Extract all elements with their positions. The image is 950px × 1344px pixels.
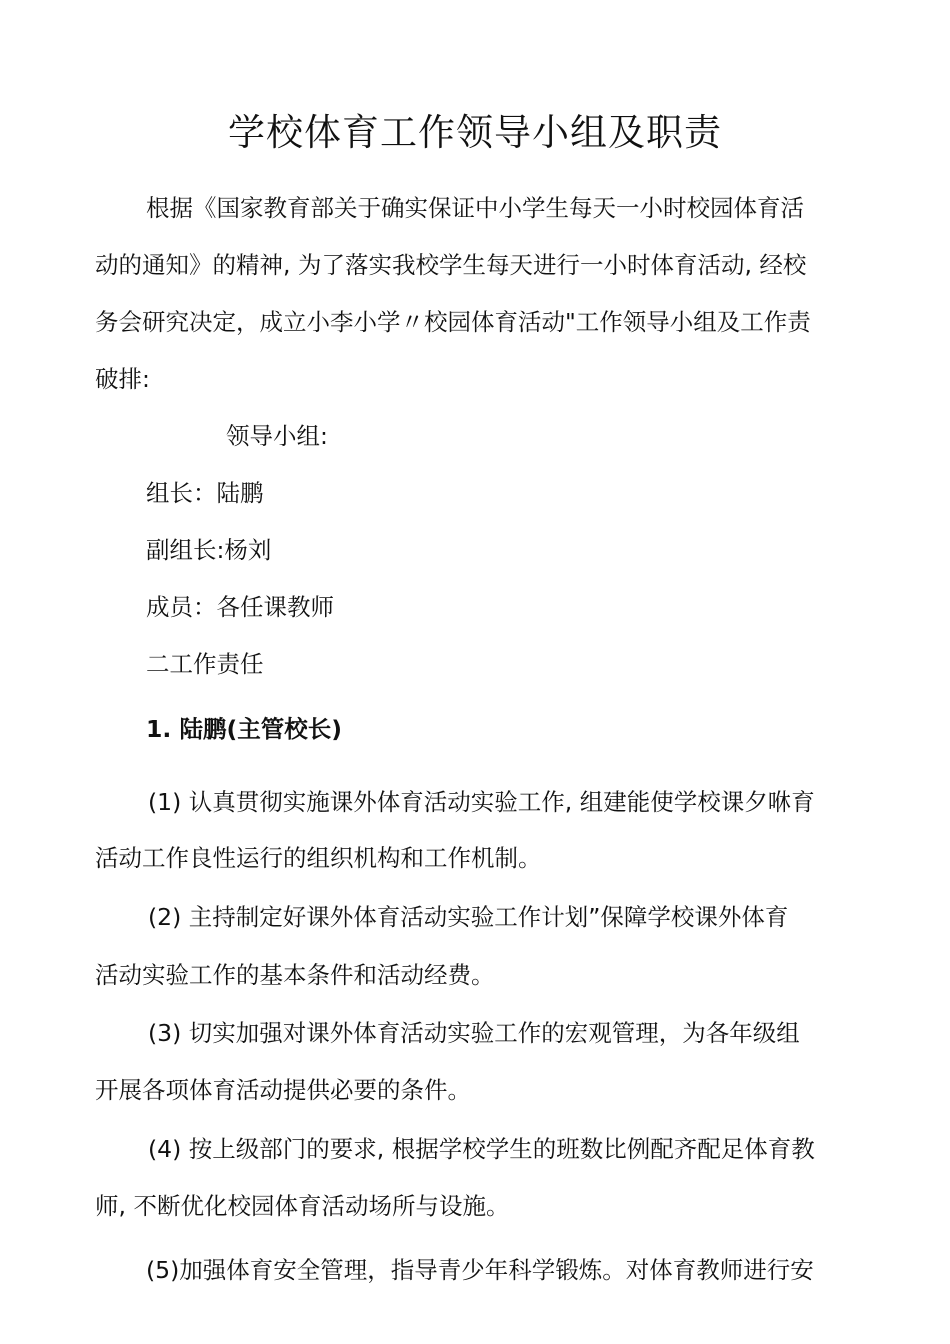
leader-line: 组长：陆鹏: [146, 479, 264, 507]
item-one-heading: 1. 陆鹏(主管校长): [146, 715, 342, 743]
duty-1-line-1: (1) 认真贯彻实施课外体育活动实验工作, 组建能使学校课夕咻育: [148, 788, 815, 816]
duty-4-line-2: 师, 不断优化校园体育活动场所与设施。: [95, 1192, 510, 1220]
duty-4-line-1: (4) 按上级部门的要求, 根据学校学生的班数比例配齐配足体育教: [148, 1135, 815, 1163]
document-title: 学校体育工作领导小组及职责: [228, 111, 722, 154]
duty-3-line-2: 开展各项体育活动提供必要的条件。: [95, 1076, 471, 1104]
intro-line-2: 动的通知》的精神, 为了落实我校学生每天进行一小时体育活动, 经校: [95, 251, 807, 279]
intro-line-1: 根据《国家教育部关于确实保证中小学生每天一小时校园体育活: [146, 194, 804, 222]
deputy-leader-line: 副组长:杨刘: [146, 536, 272, 564]
duty-5-line-1: (5)加强体育安全管理，指导青少年科学锻炼。对体育教师进行安: [146, 1256, 814, 1284]
leadership-heading: 领导小组:: [226, 422, 328, 450]
duty-2-line-1: (2) 主持制定好课外体育活动实验工作计划”保障学校课外体育: [148, 903, 789, 931]
members-line: 成员：各任课教师: [146, 593, 334, 621]
intro-line-4: 破排:: [95, 365, 150, 393]
intro-line-3: 务会研究决定，成立小李小学〃校园体育活动"工作领导小组及工作责: [95, 308, 811, 336]
duty-2-line-2: 活动实验工作的基本条件和活动经费。: [95, 961, 495, 989]
duty-1-line-2: 活动工作良性运行的组织机构和工作机制。: [95, 844, 542, 872]
section-two-heading: 二工作责任: [146, 650, 264, 678]
duty-3-line-1: (3) 切实加强对课外体育活动实验工作的宏观管理，为各年级组: [148, 1019, 800, 1047]
